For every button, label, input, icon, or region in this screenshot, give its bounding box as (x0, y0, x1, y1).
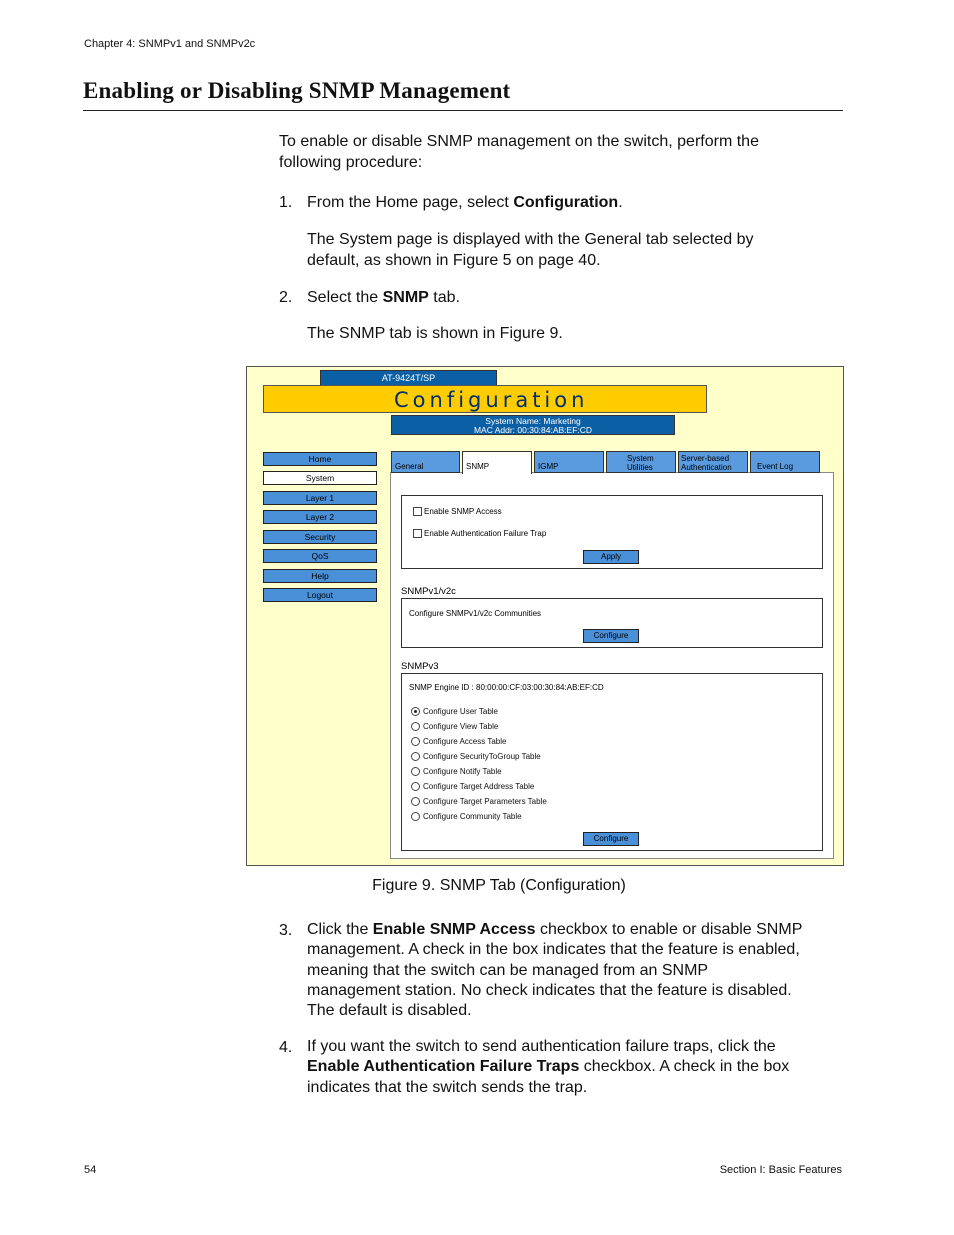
v1v2c-heading: SNMPv1/v2c (401, 586, 456, 597)
title-rule (83, 110, 843, 111)
step-bold: Enable SNMP Access (372, 921, 536, 938)
step-number: 2. (279, 289, 293, 306)
step-2 (307, 287, 847, 308)
configure-v1v2c-button[interactable]: Configure (583, 629, 639, 643)
engine-id: SNMP Engine ID : 80:00:00:CF:03:00:30:84:AB:EF:CD (409, 683, 604, 692)
nav-layer1[interactable]: Layer 1 (263, 491, 377, 505)
v3-heading: SNMPv3 (401, 661, 439, 672)
step-number: 1. (279, 194, 293, 211)
tab-label: System (627, 454, 654, 463)
step-4 (307, 1037, 847, 1098)
step-line: The default is disabled. (307, 1002, 472, 1020)
tab-label: Utilities (627, 463, 653, 472)
step-text: Select the (307, 289, 383, 306)
step-number: 3. (279, 922, 293, 939)
configuration-banner: Configuration (263, 385, 707, 413)
radio-icon[interactable] (411, 797, 420, 806)
enable-trap-checkbox[interactable] (413, 529, 422, 538)
step-line (307, 920, 847, 940)
mac-address: MAC Addr: 00:30:84:AB:EF:CD (473, 425, 593, 435)
intro-line: To enable or disable SNMP management on the switch, perform the (279, 133, 759, 150)
apply-button[interactable]: Apply (583, 550, 639, 564)
enable-snmp-label: Enable SNMP Access (424, 507, 502, 516)
tab-event-log[interactable]: Event Log (750, 451, 820, 473)
system-info-bar (391, 415, 675, 435)
step-text: From the Home page, select (307, 194, 514, 211)
chapter-header: Chapter 4: SNMPv1 and SNMPv2c (84, 38, 256, 50)
v3-option[interactable] (411, 782, 534, 791)
step-2-note: The SNMP tab is shown in Figure 9. (307, 325, 563, 342)
step-text: checkbox. A check in the box (579, 1058, 790, 1076)
tab-igmp[interactable]: IGMP (534, 451, 604, 473)
step-text: checkbox to enable or disable SNMP (535, 921, 803, 938)
intro-paragraph (279, 131, 839, 173)
nav-security[interactable]: Security (263, 530, 377, 544)
step-line: management station. No check indicates that the feature is disabled. (307, 981, 792, 999)
v3-option-label: Configure Notify Table (423, 767, 502, 776)
step-line: indicates that the switch sends the trap. (307, 1078, 588, 1096)
step-line: meaning that the switch can be managed from an SNMP (307, 961, 709, 979)
enable-trap-row[interactable] (413, 529, 546, 538)
v3-option-label: Configure View Table (423, 722, 499, 731)
note-line: The System page is displayed with the General tab selected by (307, 231, 754, 248)
tab-system-utilities[interactable] (606, 451, 676, 473)
v3-option[interactable] (411, 812, 522, 821)
page-number: 54 (84, 1164, 97, 1176)
radio-icon[interactable] (411, 782, 420, 791)
tab-general[interactable]: General (391, 451, 460, 473)
step-bold: SNMP (382, 289, 429, 306)
v3-box (401, 673, 823, 851)
enable-snmp-checkbox[interactable] (413, 507, 422, 516)
v3-option[interactable] (411, 707, 498, 716)
step-1 (307, 192, 847, 213)
step-line: If you want the switch to send authentication failure traps, click the (307, 1038, 776, 1055)
enable-trap-label: Enable Authentication Failure Trap (424, 529, 547, 538)
model-bar: AT-9424T/SP (320, 370, 497, 386)
v3-option-label: Configure SecurityToGroup Table (423, 752, 541, 761)
step-3 (307, 920, 847, 1021)
step-bold: Enable Authentication Failure Traps (307, 1058, 580, 1076)
nav-system[interactable]: System (263, 471, 377, 485)
step-text: . (618, 194, 623, 211)
step-text: tab. (428, 289, 460, 306)
v3-option[interactable] (411, 737, 506, 746)
step-text: Click the (307, 921, 373, 938)
nav-logout[interactable]: Logout (263, 588, 377, 602)
radio-icon[interactable] (411, 707, 420, 716)
radio-icon[interactable] (411, 812, 420, 821)
v3-option[interactable] (411, 767, 502, 776)
radio-icon[interactable] (411, 722, 420, 731)
nav-home[interactable]: Home (263, 452, 377, 466)
nav-qos[interactable]: QoS (263, 549, 377, 563)
step-bold: Configuration (513, 194, 619, 211)
v3-option[interactable] (411, 797, 547, 806)
page-title: Enabling or Disabling SNMP Management (83, 78, 511, 103)
tab-label: Server-based (681, 454, 730, 463)
v3-option-label: Configure Target Address Table (423, 782, 535, 791)
radio-icon[interactable] (411, 752, 420, 761)
enable-snmp-row[interactable] (413, 507, 502, 516)
radio-icon[interactable] (411, 737, 420, 746)
nav-layer2[interactable]: Layer 2 (263, 510, 377, 524)
step-line: management. A check in the box indicates that the feature is enabled, (307, 941, 800, 959)
step-line (307, 1057, 847, 1077)
tab-server-auth[interactable] (678, 451, 748, 473)
configure-v3-button[interactable]: Configure (583, 832, 639, 846)
v3-option-label: Configure Access Table (423, 737, 507, 746)
system-name: System Name: Marketing (485, 416, 581, 426)
figure-caption: Figure 9. SNMP Tab (Configuration) (372, 877, 626, 894)
tab-snmp[interactable]: SNMP (462, 451, 532, 474)
v3-option-label: Configure Target Parameters Table (423, 797, 547, 806)
v3-option[interactable] (411, 752, 541, 761)
v3-option-label: Configure Community Table (423, 812, 522, 821)
figure-screenshot (246, 366, 844, 866)
note-line: default, as shown in Figure 5 on page 40. (307, 252, 601, 269)
v3-option-label: Configure User Table (423, 707, 499, 716)
nav-help[interactable]: Help (263, 569, 377, 583)
intro-line: following procedure: (279, 154, 423, 171)
v1v2c-text: Configure SNMPv1/v2c Communities (409, 609, 542, 618)
tab-label: Authentication (681, 463, 732, 472)
step-1-note (307, 229, 847, 271)
v3-option[interactable] (411, 722, 498, 731)
step-number: 4. (279, 1039, 293, 1056)
radio-icon[interactable] (411, 767, 420, 776)
section-footer: Section I: Basic Features (719, 1164, 842, 1176)
